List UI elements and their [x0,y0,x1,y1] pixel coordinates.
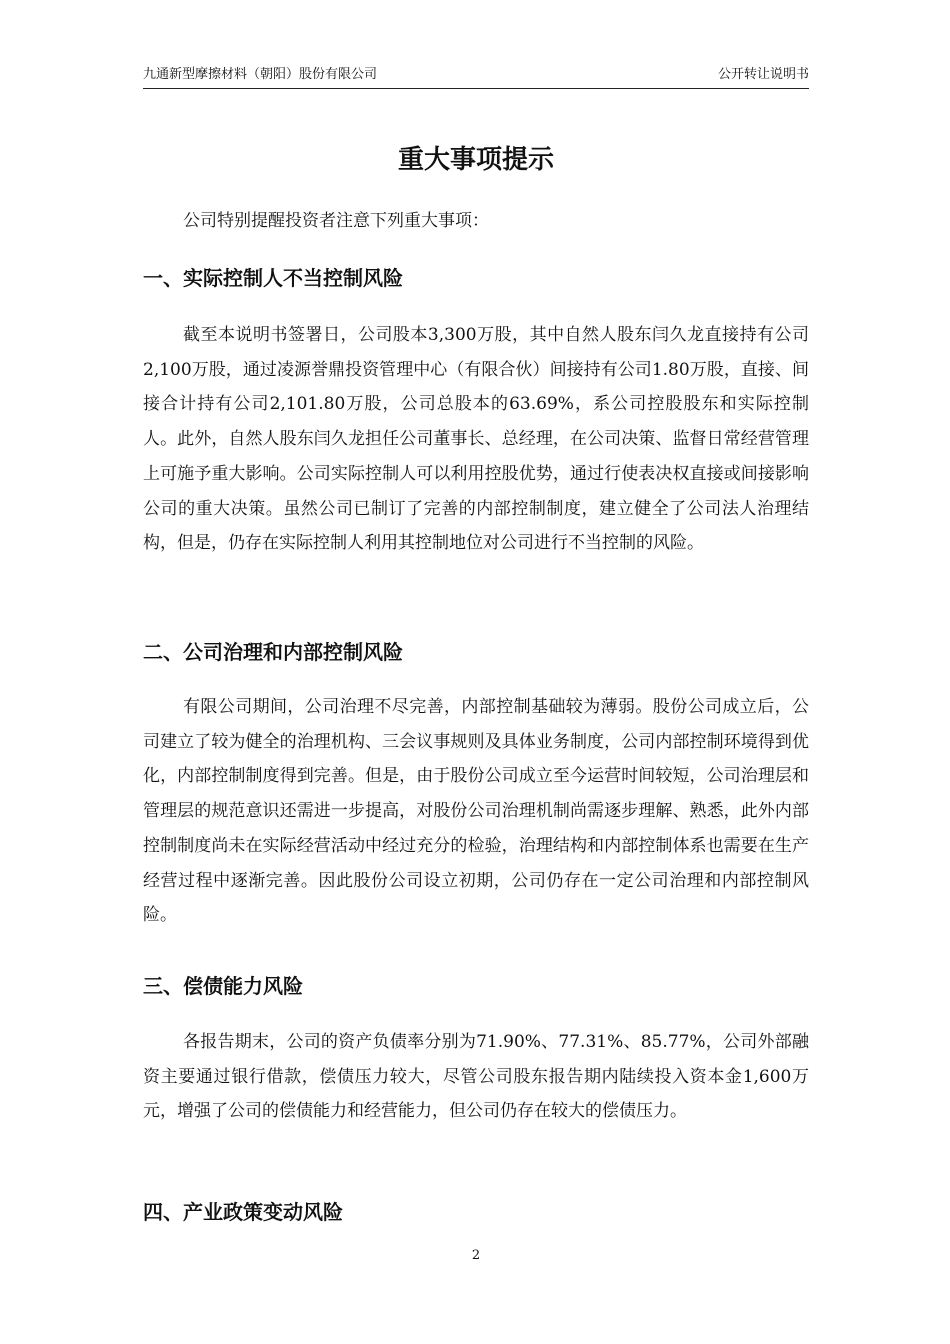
page-title: 重大事项提示 [397,145,554,175]
section-heading-1: 一、实际控制人不当控制风险 [143,266,403,290]
page-header [143,64,809,89]
section-body-3: 各报告期末，公司的资产负债率分别为71.90%、77.31%、85.77%，公司外部融资主要通过银行借款，偿债压力较大，尽管公司股东报告期内陆续投入资本金1,600万元，增强了公司的偿债能力和经营能力，但公司仍存在较大的偿债压力。 [143,1032,809,1122]
section-heading-4: 四、产业政策变动风险 [143,1200,343,1224]
section-body-1: 截至本说明书签署日，公司股本3,300万股，其中自然人股东闫久龙直接持有公司2,100万股，通过凌源誉鼎投资管理中心（有限合伙）间接持有公司1.80万股，直接、间接合计持有公司2,101.80万股，公司总股本的63.69%，系公司控股股东和实际控制人。此外，自然人股东闫久龙担任公司董事长、总经理，在公司决策、监督日常经营管理上可施予重大影响。公司实际控制人可以利用控股优势，通过行使表决权直接或间接影响公司的重大决策。虽然公司已制订了完善的内部控制制度，建立健全了公司法人治理结构，但是，仍存在实际控制人利用其控制地位对公司进行不当控制的风险。 [143,325,809,554]
header-company-name: 九通新型摩擦材料（朝阳）股份有限公司 [143,67,378,82]
section-heading-3: 三、偿债能力风险 [143,974,303,998]
page-number: 2 [471,1248,481,1263]
section-body-2: 有限公司期间，公司治理不尽完善，内部控制基础较为薄弱。股份公司成立后，公司建立了较为健全的治理机构、三会议事规则及具体业务制度，公司内部控制环境得到优化，内部控制制度得到完善。但是，由于股份公司成立至今运营时间较短，公司治理层和管理层的规范意识还需进一步提高，对股份公司治理机制尚需逐步理解、熟悉，此外内部控制制度尚未在实际经营活动中经过充分的检验，治理结构和内部控制体系也需要在生产经营过程中逐渐完善。因此股份公司设立初期，公司仍存在一定公司治理和内部控制风险。 [143,697,809,926]
intro-paragraph: 公司特别提醒投资者注意下列重大事项： [183,211,489,231]
header-document-type: 公开转让说明书 [717,67,809,82]
section-heading-2: 二、公司治理和内部控制风险 [143,640,403,664]
